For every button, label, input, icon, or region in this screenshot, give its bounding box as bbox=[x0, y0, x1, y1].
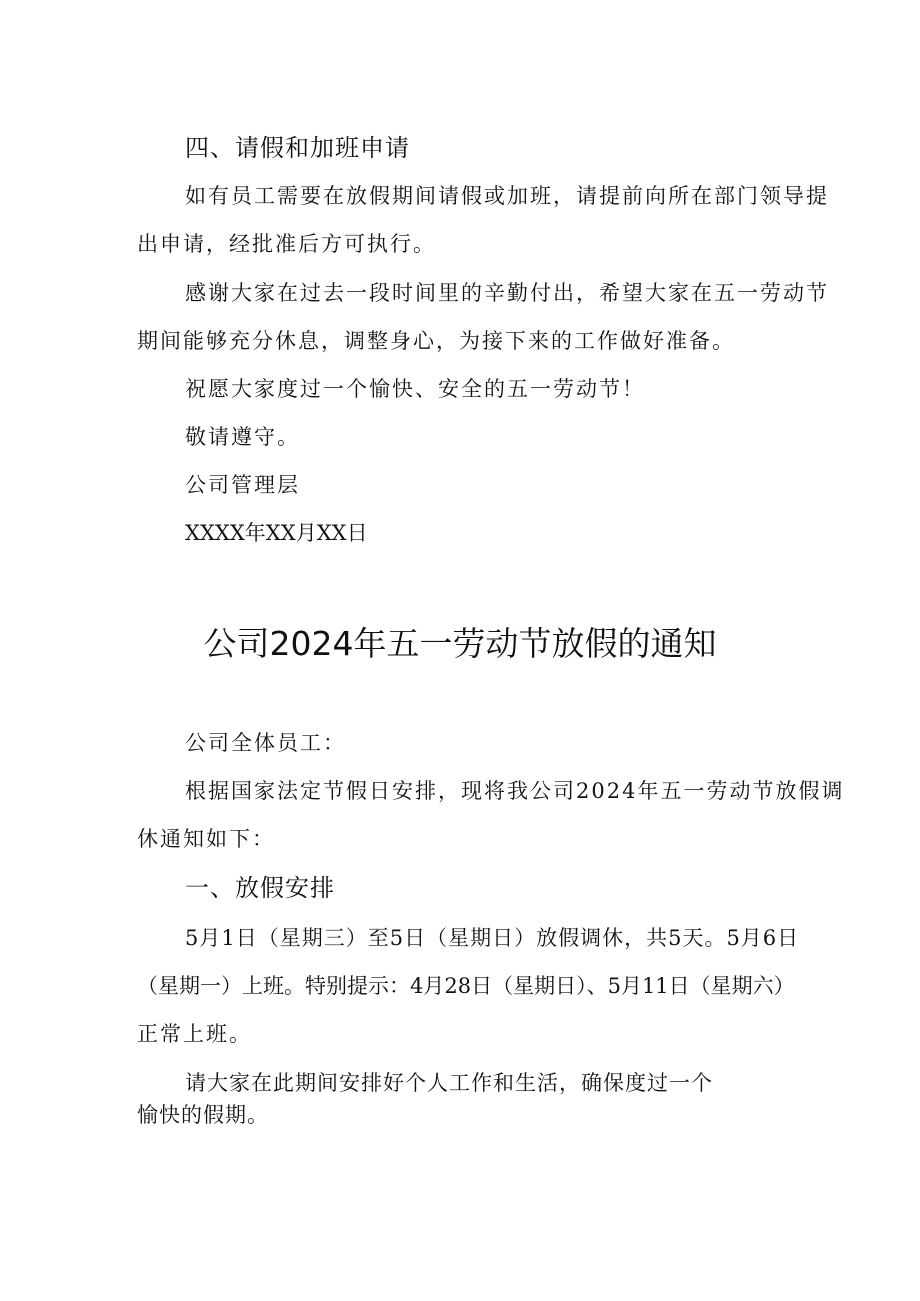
paragraph-line: 如有员工需要在放假期间请假或加班，请提前向所在部门领导提 bbox=[185, 184, 829, 208]
section-one-heading: 一、放假安排 bbox=[185, 874, 335, 902]
paragraph-line: 感谢大家在过去一段时间里的辛勤付出，希望大家在五一劳动节 bbox=[185, 281, 829, 305]
paragraph-line: 期间能够充分休息，调整身心，为接下来的工作做好准备。 bbox=[137, 329, 735, 353]
paragraph-line: 5月1日（星期三）至5日（星期日）放假调休，共5天。5月6日 bbox=[185, 926, 800, 950]
paragraph-line: 愉快的假期。 bbox=[137, 1103, 269, 1127]
paragraph-line: 正常上班。 bbox=[137, 1022, 252, 1046]
signature-text: 公司管理层 bbox=[185, 473, 300, 497]
section-four-heading: 四、请假和加班申请 bbox=[185, 134, 410, 162]
paragraph-line: 请大家在此期间安排好个人工作和生活，确保度过一个 bbox=[185, 1071, 713, 1095]
paragraph-line: 根据国家法定节假日安排，现将我公司2024年五一劳动节放假调 bbox=[185, 779, 845, 803]
paragraph-line: 休通知如下： bbox=[137, 827, 275, 851]
paragraph-line: （星期一）上班。特别提示：4月28日（星期日）、5月11日（星期六） bbox=[137, 974, 795, 998]
salutation-text: 公司全体员工： bbox=[185, 731, 346, 755]
date-text: XXXX年XX月XX日 bbox=[185, 521, 368, 545]
paragraph-line: 出申请，经批准后方可执行。 bbox=[137, 232, 436, 256]
wish-text: 祝愿大家度过一个愉快、安全的五一劳动节！ bbox=[185, 377, 645, 401]
closing-text: 敬请遵守。 bbox=[185, 425, 300, 449]
page-title: 公司2024年五一劳动节放假的通知 bbox=[203, 624, 717, 663]
